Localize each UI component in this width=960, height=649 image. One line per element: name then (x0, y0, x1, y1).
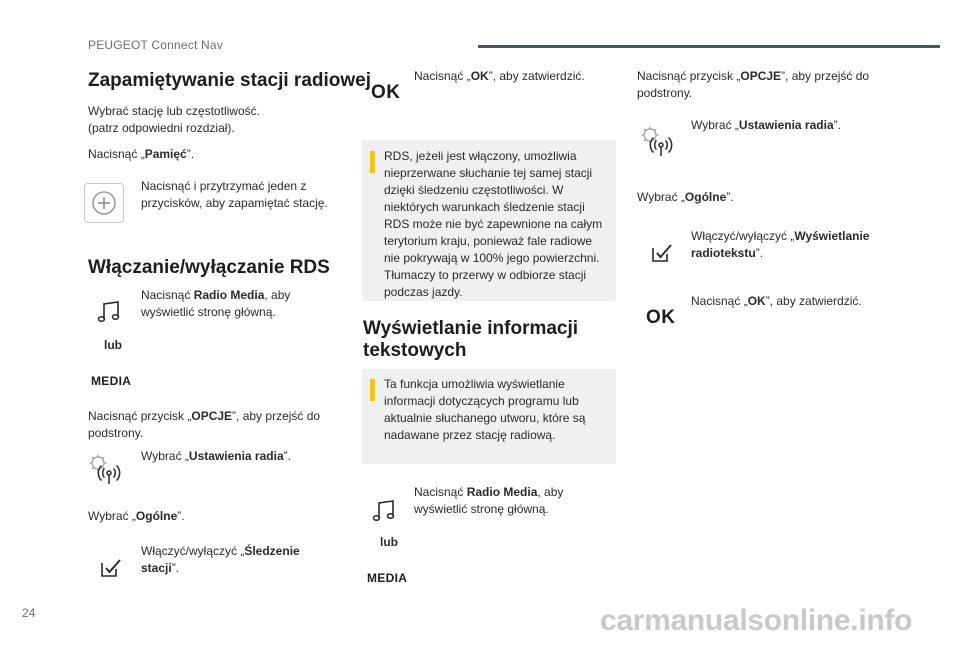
step-toggle-radiotext: Włączyć/wyłączyć „Wyświetlanie radiotekstu”. (691, 229, 870, 260)
paragraph-press-options-2: Nacisnąć przycisk „OPCJE”, aby przejść do podstrony. (637, 69, 870, 100)
music-note-icon (371, 498, 397, 524)
watermark: carmanualsonline.info (600, 604, 913, 637)
media-button-label: MEDIA (91, 374, 132, 388)
step-ok-confirm-2: Nacisnąć „OK”, aby zatwierdzić. (691, 294, 862, 308)
step-toggle-station-tracking: Włączyć/wyłączyć „Śledzenie stacji”. (141, 544, 300, 575)
page-number: 24 (22, 606, 36, 620)
info-text-rds: RDS, jeżeli jest włączony, umożliwia nieprzerwane słuchanie tej samej stacji dzięki śledzeniu częstotliwości. W niektórych warunkach śledzenie stacji RDS może nie być zapewnione na całym terytorium kraju, ponieważ fale radiowe nie pokrywają w 100% jego powierzchni. Tłumaczy to przerwy w odbiorze stacji podczas jazdy. (384, 149, 603, 299)
paragraph-press-memory: Nacisnąć „Pamięć”. (88, 147, 195, 161)
media-button-label: MEDIA (367, 571, 408, 585)
paragraph-select-general-2: Wybrać „Ogólne”. (637, 190, 734, 204)
ok-button-label: OK (646, 307, 676, 328)
add-preset-icon (84, 183, 124, 223)
step-ok-confirm: Nacisnąć „OK”, aby zatwierdzić. (414, 69, 585, 83)
header-title: PEUGEOT Connect Nav (88, 38, 223, 52)
checkbox-icon (100, 558, 122, 578)
section-title-text-info: Wyświetlanie informacji tekstowych (363, 318, 579, 361)
step-radio-settings: Wybrać „Ustawienia radia”. (141, 449, 291, 463)
info-text-radiotext: Ta funkcja umożliwia wyświetlanie informacji dotyczących programu lub aktualnie słuchanego utworu, które są nadawane przez stację radiową. (384, 377, 586, 442)
checkbox-icon (651, 243, 673, 263)
paragraph-press-options: Nacisnąć przycisk „OPCJE”, aby przejść do podstrony. (88, 409, 321, 440)
or-label: lub (104, 338, 122, 352)
step-radio-media: Nacisnąć Radio Media, aby wyświetlić stronę główną. (141, 288, 291, 319)
info-icon (370, 379, 375, 401)
radio-settings-icon (640, 125, 674, 157)
radio-settings-icon (88, 453, 122, 485)
step-hold-preset: Nacisnąć i przytrzymać jeden z przycisków, aby zapamiętać stację. (141, 179, 328, 210)
or-label: lub (380, 535, 398, 549)
music-note-icon (96, 299, 122, 325)
paragraph-select-station: Wybrać stację lub częstotliwość. (patrz odpowiedni rozdział). (88, 104, 260, 135)
info-box-radiotext (362, 369, 616, 464)
info-icon (370, 151, 375, 173)
paragraph-select-general: Wybrać „Ogólne”. (88, 509, 185, 523)
step-radio-settings-2: Wybrać „Ustawienia radia”. (691, 118, 841, 132)
info-box-rds (362, 140, 616, 301)
section-title-rds: Włączanie/wyłączanie RDS (88, 257, 330, 278)
section-title-station-memory: Zapamiętywanie stacji radiowej (88, 70, 371, 91)
ok-button-label: OK (371, 82, 401, 103)
step-radio-media-2: Nacisnąć Radio Media, aby wyświetlić stronę główną. (414, 485, 564, 516)
header-rule (478, 45, 940, 48)
